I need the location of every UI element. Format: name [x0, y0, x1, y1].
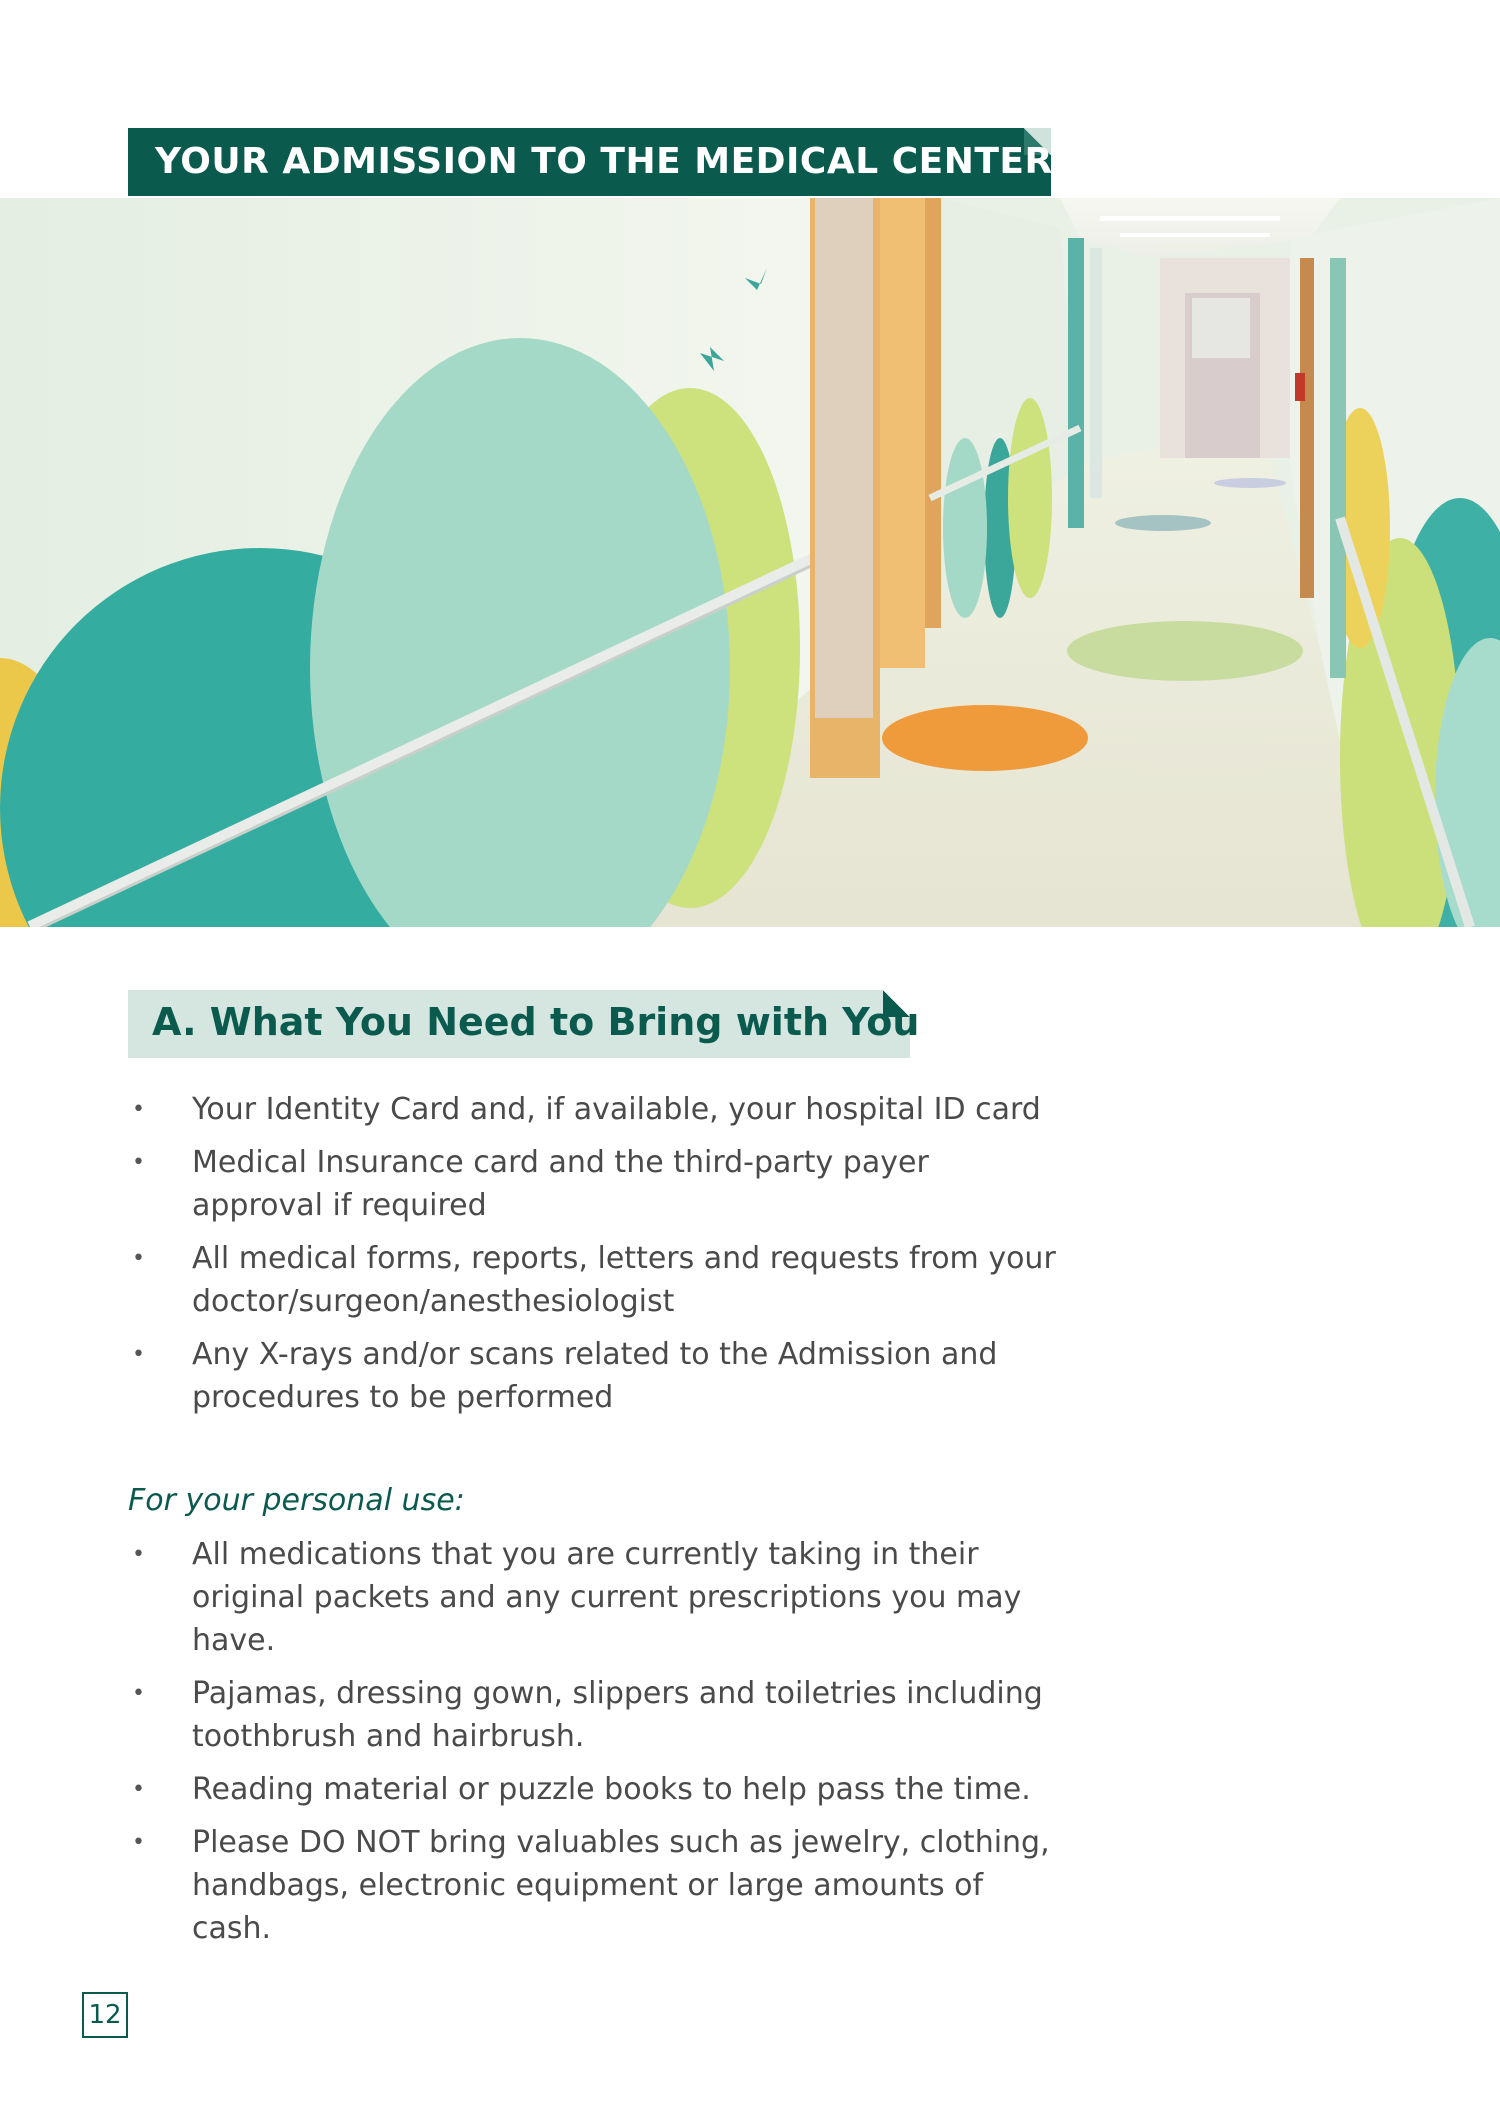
list-item: • Medical Insurance card and the third-party payer approval if required — [128, 1141, 1068, 1227]
section-a-title: A. What You Need to Bring with You — [152, 1000, 920, 1044]
list-item: • Please DO NOT bring valuables such as jewelry, clothing, handbags, electronic equipment or large amounts of cash. — [128, 1821, 1068, 1950]
bullet-icon: • — [132, 1777, 145, 1802]
list-item: • Pajamas, dressing gown, slippers and toiletries including toothbrush and hairbrush. — [128, 1672, 1068, 1758]
bullet-icon: • — [132, 1150, 145, 1175]
list-item: • Any X-rays and/or scans related to the Admission and procedures to be performed — [128, 1333, 1068, 1419]
page-title: YOUR ADMISSION TO THE MEDICAL CENTER — [155, 141, 1053, 182]
personal-items-list — [128, 1533, 1068, 1960]
bullet-icon: • — [132, 1246, 145, 1271]
bullet-icon: • — [132, 1830, 145, 1855]
list-item: • All medications that you are currently taking in their original packets and any current prescriptions you may have. — [128, 1533, 1068, 1662]
list-item: • Your Identity Card and, if available, your hospital ID card — [128, 1088, 1068, 1131]
bullet-icon: • — [132, 1342, 145, 1367]
bullet-icon: • — [132, 1097, 145, 1122]
personal-use-heading: For your personal use: — [128, 1483, 465, 1518]
page-number: 12 — [82, 1992, 128, 2038]
list-item: • Reading material or puzzle books to help pass the time. — [128, 1768, 1068, 1811]
bullet-icon: • — [132, 1542, 145, 1567]
bring-items-list — [128, 1088, 1068, 1429]
list-item: • All medical forms, reports, letters and requests from your doctor/surgeon/anesthesiologist — [128, 1237, 1068, 1323]
bullet-icon: • — [132, 1681, 145, 1706]
hero-image — [0, 198, 1500, 927]
hospital-corridor-photo — [0, 198, 1500, 927]
